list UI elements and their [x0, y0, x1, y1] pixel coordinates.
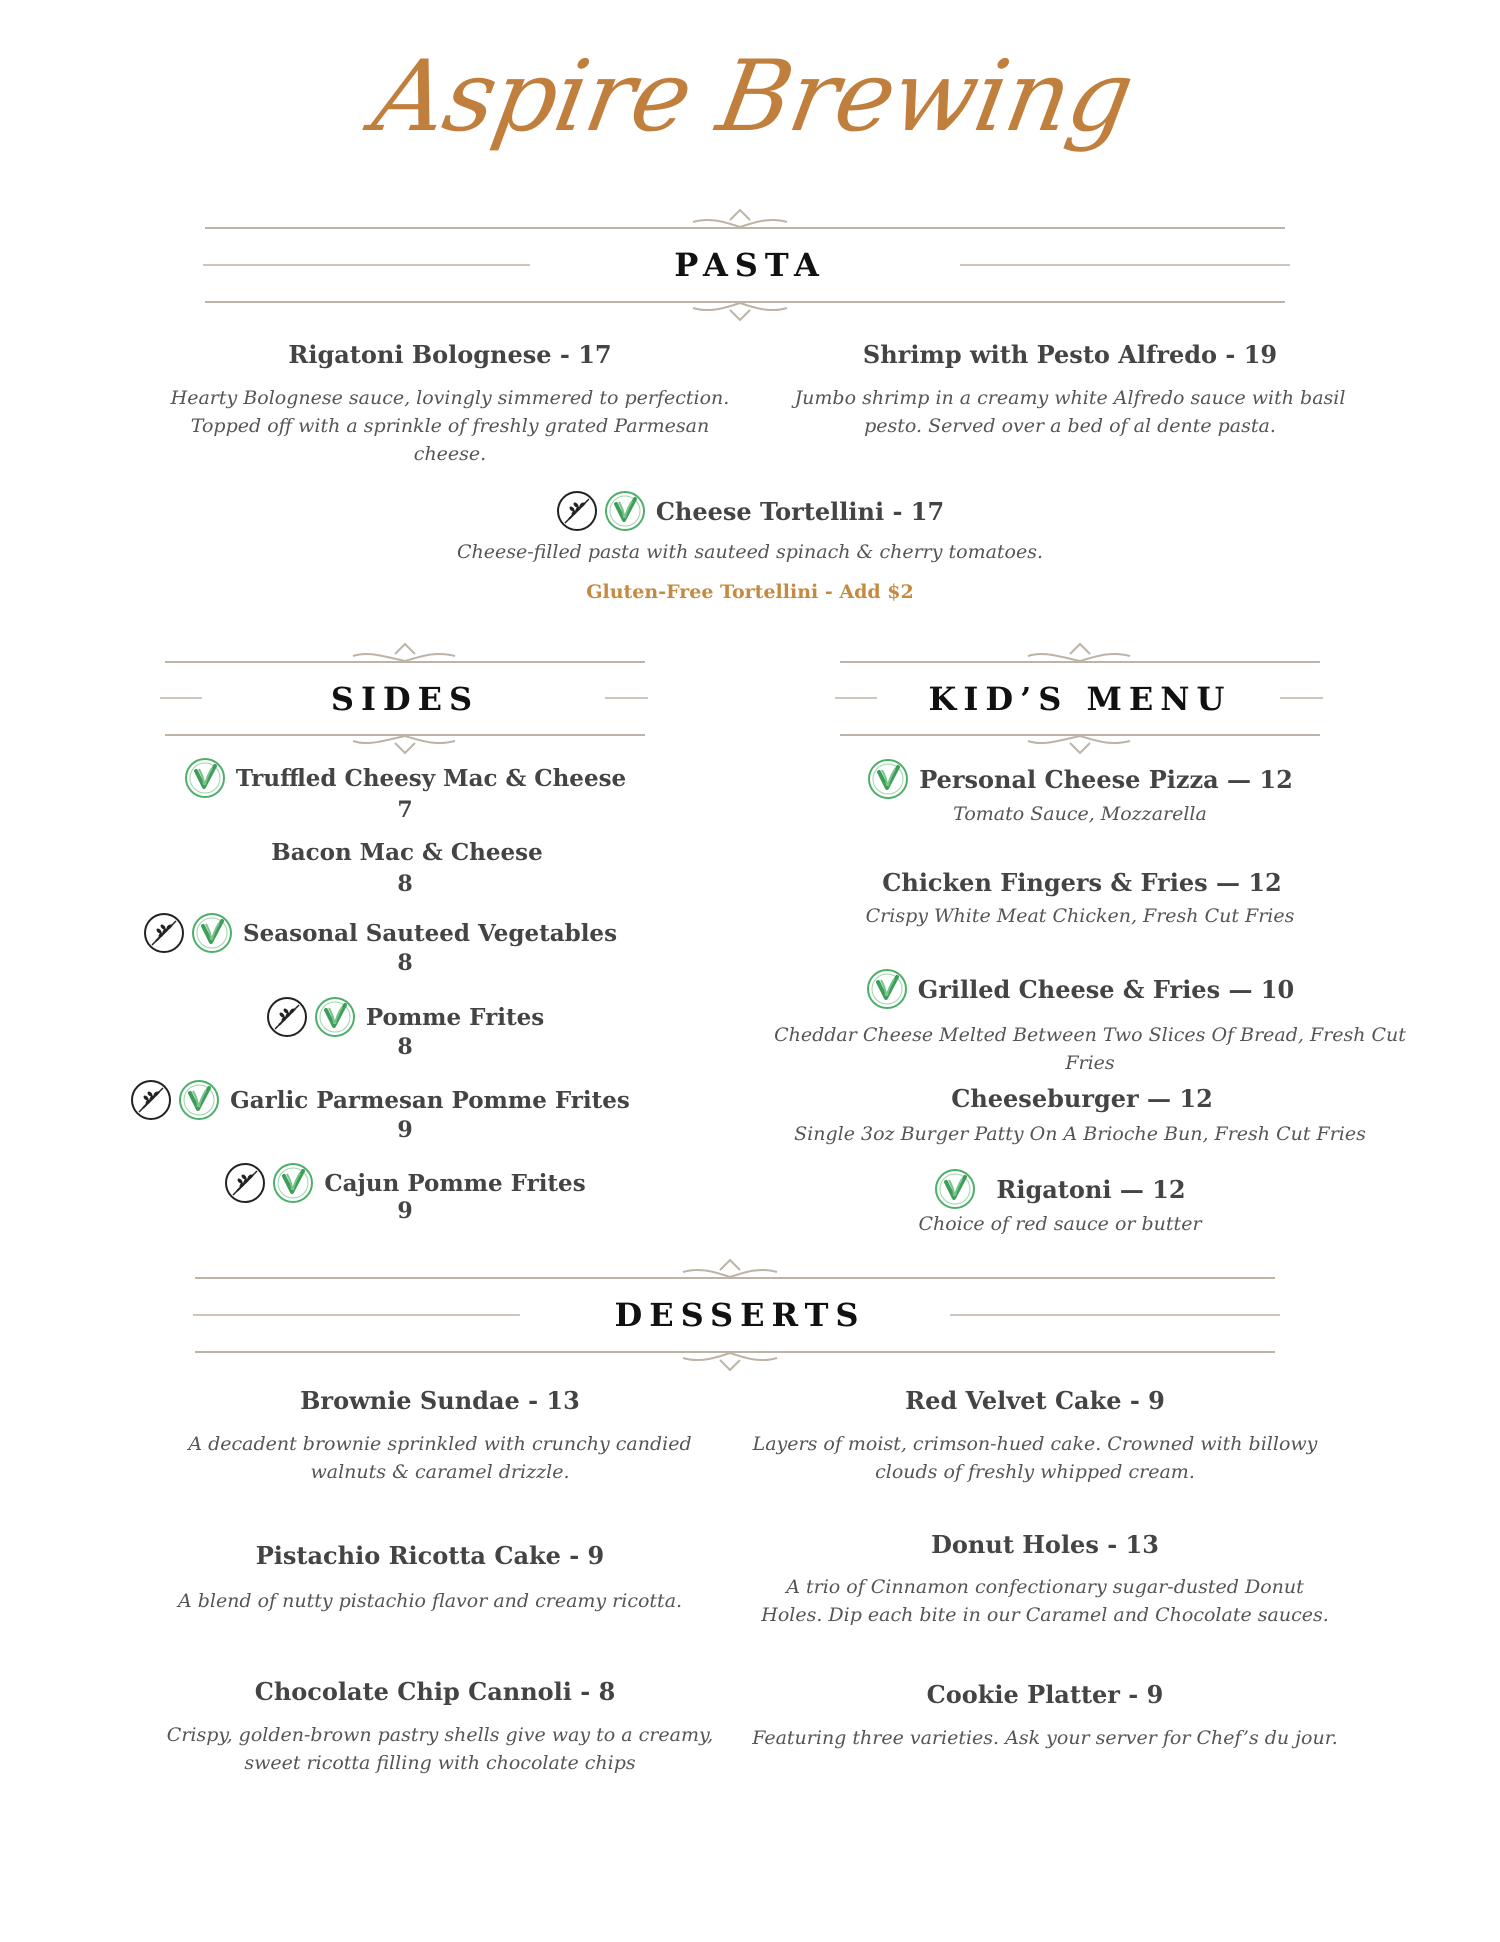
kids-item-row [780, 756, 1380, 802]
dessert-item-desc: A decadent brownie sprinkled with crunchy candied walnuts & caramel drizzle. [188, 1433, 692, 1483]
vegetarian-icon [314, 996, 356, 1038]
sides-item-price: 8 [397, 1034, 413, 1060]
gluten-free-icon [556, 490, 598, 532]
kids-item-desc: Tomato Sauce, Mozzarella [953, 803, 1207, 825]
sides-item-name: Truffled Cheesy Mac & Cheese [235, 764, 627, 792]
sides-item-name: Garlic Parmesan Pomme Frites [230, 1086, 630, 1114]
dessert-item-title: Donut Holes - 13 [931, 1530, 1159, 1559]
kids-item-row [780, 1078, 1380, 1118]
sides-item-row [160, 832, 650, 872]
kids-item-title: Rigatoni — 12 [996, 1174, 1186, 1204]
pasta-item-desc: Jumbo shrimp in a creamy white Alfredo sauce with basil pesto. Served over a bed of al dente pasta. [794, 387, 1346, 437]
pasta-item-title-row [400, 488, 1100, 534]
dessert-item-title: Red Velvet Cake - 9 [905, 1386, 1165, 1415]
sides-item-name: Bacon Mac & Cheese [271, 838, 543, 866]
dessert-item-title: Brownie Sundae - 13 [300, 1386, 580, 1415]
pasta-heading: PASTA [674, 246, 826, 284]
gluten-free-icon [143, 912, 185, 954]
pasta-item-desc: Hearty Bolognese sauce, lovingly simmered to perfection. Topped off with a sprinkle of freshly grated Parmesan cheese. [170, 387, 730, 465]
vegetarian-icon [934, 1168, 976, 1210]
kids-heading: KID’S MENU [928, 680, 1232, 718]
vegetarian-icon [184, 757, 226, 799]
sides-item-row [160, 755, 650, 801]
desserts-heading: DESSERTS [614, 1296, 866, 1334]
sides-item-name: Cajun Pomme Frites [324, 1169, 586, 1197]
dessert-item-desc: A trio of Cinnamon confectionary sugar-dusted Donut Holes. Dip each bite in our Caramel and Chocolate sauces. [761, 1576, 1329, 1626]
sides-item-price: 9 [397, 1198, 413, 1224]
kids-item-title: Cheeseburger — 12 [951, 1083, 1213, 1113]
kids-item-desc: Single 3oz Burger Patty On A Brioche Bun, Fresh Cut Fries [794, 1123, 1366, 1145]
sides-item-name: Pomme Frites [365, 1003, 545, 1031]
vegetarian-icon [866, 968, 908, 1010]
sides-heading: SIDES [330, 680, 480, 718]
sides-item-price: 7 [397, 797, 413, 823]
pasta-item-title: Cheese Tortellini - 17 [655, 496, 945, 526]
pasta-item-desc: Cheese-filled pasta with sauteed spinach & cherry tomatoes. [456, 541, 1044, 563]
sides-item-price: 9 [397, 1117, 413, 1143]
kids-item-desc: Crispy White Meat Chicken, Fresh Cut Fries [865, 905, 1295, 927]
kids-item-row [780, 966, 1380, 1012]
sides-item-price: 8 [397, 871, 413, 897]
kids-item-desc: Choice of red sauce or butter [918, 1213, 1202, 1235]
pasta-addon: Gluten-Free Tortellini - Add $2 [586, 581, 914, 603]
pasta-item-title: Rigatoni Bolognese - 17 [288, 340, 612, 369]
brand-logo: Aspire Brewing [365, 40, 1141, 154]
gluten-free-icon [130, 1079, 172, 1121]
kids-item-title: Chicken Fingers & Fries — 12 [882, 867, 1282, 897]
pasta-item-title: Shrimp with Pesto Alfredo - 19 [862, 340, 1278, 369]
dessert-item-title: Pistachio Ricotta Cake - 9 [255, 1541, 605, 1570]
kids-item-row [780, 1166, 1340, 1212]
sides-item-name: Seasonal Sauteed Vegetables [242, 919, 618, 947]
vegetarian-icon [604, 490, 646, 532]
vegetarian-icon [867, 758, 909, 800]
kids-item-row [780, 862, 1380, 902]
kids-item-desc: Cheddar Cheese Melted Between Two Slices Of Bread, Fresh Cut Fries [774, 1024, 1406, 1074]
dessert-item-desc: A blend of nutty pistachio flavor and creamy ricotta. [177, 1590, 683, 1612]
sides-item-price: 8 [397, 950, 413, 976]
dessert-item-title: Chocolate Chip Cannoli - 8 [254, 1677, 616, 1706]
kids-item-title: Personal Cheese Pizza — 12 [919, 764, 1293, 794]
vegetarian-icon [178, 1079, 220, 1121]
kids-item-title: Grilled Cheese & Fries — 10 [917, 974, 1295, 1004]
dessert-item-desc: Layers of moist, crimson-hued cake. Crowned with billowy clouds of freshly whipped cream. [752, 1433, 1318, 1483]
dessert-item-desc: Featuring three varieties. Ask your server for Chef’s du jour. [752, 1727, 1338, 1749]
vegetarian-icon [191, 912, 233, 954]
gluten-free-icon [266, 996, 308, 1038]
dessert-item-desc: Crispy, golden-brown pastry shells give way to a creamy, sweet ricotta filling with chocolate chips [166, 1724, 714, 1774]
dessert-item-title: Cookie Platter - 9 [926, 1680, 1164, 1709]
